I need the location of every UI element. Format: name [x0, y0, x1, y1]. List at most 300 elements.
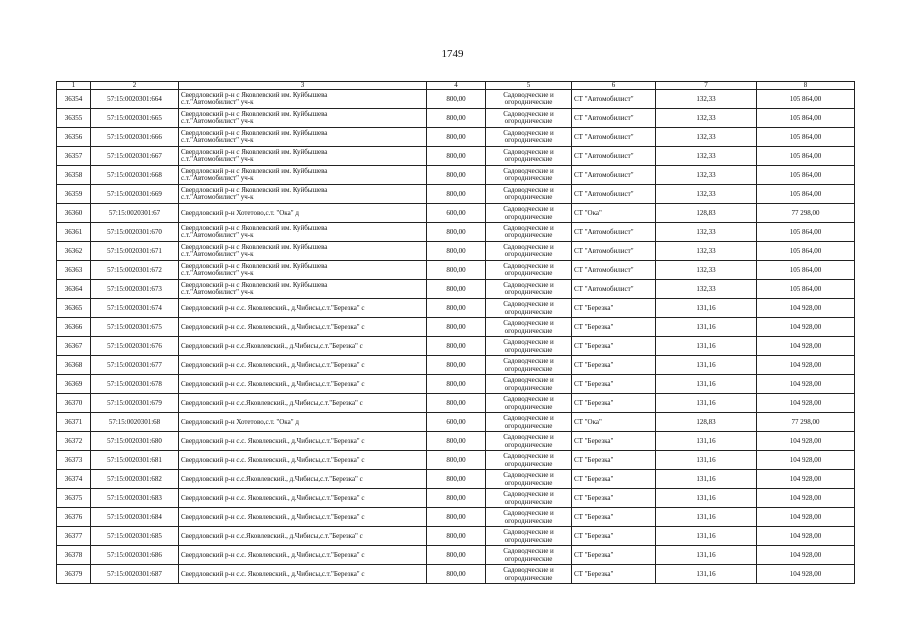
land-use-line-1: Садоводческие и: [503, 547, 554, 556]
area-cell: 800,00: [427, 451, 486, 470]
land-use-line-1: Садоводческие и: [503, 414, 554, 423]
address-line-2: с.т."Автомобилист" уч-к: [181, 117, 254, 126]
land-use-line-2: огороднические: [504, 288, 553, 297]
cadastral-value-cell: 104 928,00: [757, 299, 855, 318]
address-line-1: Свердловский р-н с Яковлевский им. Куйбышева: [181, 129, 328, 137]
table-row: [57, 261, 855, 280]
organization-cell: СТ "Автомобилист": [572, 147, 656, 166]
organization-cell: СТ "Ока": [572, 413, 656, 432]
address-line-1: Свердловский р-н с Яковлевский им. Куйбышева: [181, 224, 328, 232]
cadastral-value-cell: 105 864,00: [757, 280, 855, 299]
unit-value-cell: 131,16: [656, 565, 757, 584]
cadastral-number-cell: 57:15:0020301:669: [91, 185, 179, 204]
land-use-line-2: огороднические: [504, 346, 553, 355]
table-row: [57, 185, 855, 204]
organization-cell: СТ "Автомобилист": [572, 128, 656, 147]
cadastral-value-cell: 104 928,00: [757, 337, 855, 356]
unit-value-cell: 131,16: [656, 508, 757, 527]
table-row: [57, 90, 855, 109]
land-use-line-2: огороднические: [504, 327, 553, 336]
land-use-line-2: огороднические: [504, 365, 553, 374]
address-line-1: Свердловский р-н с Яковлевский им. Куйбышева: [181, 110, 328, 118]
land-use-cell: [486, 185, 572, 204]
address-cell: [179, 375, 427, 394]
area-cell: 800,00: [427, 565, 486, 584]
cadastral-value-cell: 105 864,00: [757, 185, 855, 204]
row-number-cell: 36368: [57, 356, 91, 375]
address-line-1: Свердловский р-н с.с. Яковлевский., д.Чибисы,с.т."Березка" с: [181, 513, 365, 522]
area-cell: 800,00: [427, 337, 486, 356]
table-row: [57, 280, 855, 299]
table-row: [57, 470, 855, 489]
land-use-line-2: огороднические: [504, 574, 553, 583]
address-line-2: с.т."Автомобилист" уч-к: [181, 98, 254, 107]
address-line-1: Свердловский р-н Хотетово,с.т. "Ока" д: [181, 418, 299, 427]
land-use-line-2: огороднические: [504, 155, 553, 164]
row-number-cell: 36373: [57, 451, 91, 470]
cadastral-value-cell: 105 864,00: [757, 128, 855, 147]
cadastral-value-cell: 104 928,00: [757, 527, 855, 546]
area-cell: 800,00: [427, 489, 486, 508]
land-use-line-1: Садоводческие и: [503, 566, 554, 575]
unit-value-cell: 131,16: [656, 432, 757, 451]
cadastral-number-cell: 57:15:0020301:687: [91, 565, 179, 584]
row-number-cell: 36364: [57, 280, 91, 299]
cadastral-value-cell: 105 864,00: [757, 166, 855, 185]
unit-value-cell: 131,16: [656, 318, 757, 337]
cadastral-value-cell: 104 928,00: [757, 565, 855, 584]
land-use-cell: [486, 527, 572, 546]
land-use-line-1: Садоводческие и: [503, 471, 554, 480]
cadastral-number-cell: 57:15:0020301:670: [91, 223, 179, 242]
organization-cell: СТ "Автомобилист": [572, 166, 656, 185]
unit-value-cell: 131,16: [656, 299, 757, 318]
land-use-line-2: огороднические: [504, 536, 553, 545]
land-use-cell: [486, 470, 572, 489]
address-line-1: Свердловский р-н с Яковлевский им. Куйбышева: [181, 186, 328, 194]
land-use-line-1: Садоводческие и: [503, 509, 554, 518]
land-use-cell: [486, 109, 572, 128]
table-row: [57, 413, 855, 432]
row-number-cell: 36378: [57, 546, 91, 565]
unit-value-cell: 131,16: [656, 356, 757, 375]
area-cell: 800,00: [427, 394, 486, 413]
area-cell: 600,00: [427, 204, 486, 223]
row-number-cell: 36367: [57, 337, 91, 356]
address-line-1: Свердловский р-н с Яковлевский им. Куйбышева: [181, 262, 328, 270]
unit-value-cell: 128,83: [656, 204, 757, 223]
address-line-1: Свердловский р-н с Яковлевский им. Куйбышева: [181, 243, 328, 251]
area-cell: 800,00: [427, 280, 486, 299]
land-use-line-1: Садоводческие и: [503, 110, 554, 118]
organization-cell: СТ "Автомобилист": [572, 109, 656, 128]
unit-value-cell: 132,33: [656, 280, 757, 299]
land-use-cell: [486, 204, 572, 223]
land-use-cell: [486, 318, 572, 337]
area-cell: 800,00: [427, 128, 486, 147]
address-cell: [179, 546, 427, 565]
land-use-line-1: Садоводческие и: [503, 281, 554, 289]
address-line-1: Свердловский р-н с.с. Яковлевский., д.Чибисы,с.т."Березка" с: [181, 304, 365, 313]
address-cell: [179, 242, 427, 261]
table-row: [57, 356, 855, 375]
column-header: 4: [427, 82, 486, 90]
address-cell: [179, 223, 427, 242]
land-use-line-2: огороднические: [504, 193, 553, 202]
area-cell: 800,00: [427, 90, 486, 109]
land-use-line-1: Садоводческие и: [503, 319, 554, 328]
organization-cell: СТ "Ока": [572, 204, 656, 223]
cadastral-number-cell: 57:15:0020301:684: [91, 508, 179, 527]
cadastral-value-cell: 104 928,00: [757, 375, 855, 394]
organization-cell: СТ "Березка": [572, 318, 656, 337]
cadastral-number-cell: 57:15:0020301:683: [91, 489, 179, 508]
table-row: [57, 318, 855, 337]
land-use-line-1: Садоводческие и: [503, 490, 554, 499]
table-row: [57, 223, 855, 242]
land-use-cell: [486, 508, 572, 527]
header-row: [57, 82, 855, 90]
land-use-cell: [486, 413, 572, 432]
land-use-line-2: огороднические: [504, 98, 553, 107]
land-use-line-2: огороднические: [504, 403, 553, 412]
organization-cell: СТ "Березка": [572, 432, 656, 451]
land-use-line-1: Садоводческие и: [503, 528, 554, 537]
land-use-cell: [486, 451, 572, 470]
land-use-line-1: Садоводческие и: [503, 91, 554, 99]
table-row: [57, 128, 855, 147]
land-use-cell: [486, 147, 572, 166]
land-use-line-1: Садоводческие и: [503, 148, 554, 156]
land-use-cell: [486, 337, 572, 356]
unit-value-cell: 131,16: [656, 527, 757, 546]
land-use-cell: [486, 489, 572, 508]
land-use-line-2: огороднические: [504, 231, 553, 240]
address-cell: [179, 109, 427, 128]
cadastral-number-cell: 57:15:0020301:686: [91, 546, 179, 565]
organization-cell: СТ "Березка": [572, 546, 656, 565]
land-use-line-2: огороднические: [504, 498, 553, 507]
unit-value-cell: 132,33: [656, 90, 757, 109]
organization-cell: СТ "Березка": [572, 451, 656, 470]
unit-value-cell: 131,16: [656, 337, 757, 356]
land-use-line-2: огороднические: [504, 174, 553, 183]
organization-cell: СТ "Автомобилист": [572, 223, 656, 242]
land-use-line-1: Садоводческие и: [503, 243, 554, 251]
land-use-line-1: Садоводческие и: [503, 186, 554, 194]
address-cell: [179, 318, 427, 337]
area-cell: 800,00: [427, 356, 486, 375]
cadastral-number-cell: 57:15:0020301:685: [91, 527, 179, 546]
area-cell: 800,00: [427, 432, 486, 451]
organization-cell: СТ "Березка": [572, 508, 656, 527]
address-cell: [179, 147, 427, 166]
column-header: 2: [91, 82, 179, 90]
row-number-cell: 36363: [57, 261, 91, 280]
cadastral-value-cell: 77 298,00: [757, 204, 855, 223]
address-cell: [179, 394, 427, 413]
address-cell: [179, 413, 427, 432]
table-row: [57, 109, 855, 128]
cadastral-number-cell: 57:15:0020301:664: [91, 90, 179, 109]
organization-cell: СТ "Автомобилист": [572, 261, 656, 280]
address-cell: [179, 565, 427, 584]
row-number-cell: 36370: [57, 394, 91, 413]
address-cell: [179, 432, 427, 451]
address-line-1: Свердловский р-н с.с.Яковлевский., д.Чибисы,с.т."Березка" с: [181, 399, 363, 408]
unit-value-cell: 128,83: [656, 413, 757, 432]
column-header: 5: [486, 82, 572, 90]
organization-cell: СТ "Березка": [572, 489, 656, 508]
cadastral-value-cell: 105 864,00: [757, 223, 855, 242]
organization-cell: СТ "Автомобилист": [572, 242, 656, 261]
land-use-line-2: огороднические: [504, 422, 553, 431]
area-cell: 800,00: [427, 223, 486, 242]
table-row: [57, 489, 855, 508]
land-use-line-2: огороднические: [504, 308, 553, 317]
cadastral-number-cell: 57:15:0020301:68: [91, 413, 179, 432]
table-row: [57, 508, 855, 527]
unit-value-cell: 131,16: [656, 394, 757, 413]
organization-cell: СТ "Березка": [572, 470, 656, 489]
land-use-line-2: огороднические: [504, 517, 553, 526]
address-line-1: Свердловский р-н Хотетово,с.т. "Ока" д: [181, 209, 299, 218]
cadastral-number-cell: 57:15:0020301:672: [91, 261, 179, 280]
cadastral-number-cell: 57:15:0020301:665: [91, 109, 179, 128]
row-number-cell: 36354: [57, 90, 91, 109]
cadastral-number-cell: 57:15:0020301:666: [91, 128, 179, 147]
table-row: [57, 166, 855, 185]
table-row: [57, 565, 855, 584]
address-cell: [179, 185, 427, 204]
unit-value-cell: 131,16: [656, 470, 757, 489]
land-use-line-1: Садоводческие и: [503, 452, 554, 461]
address-line-2: с.т."Автомобилист" уч-к: [181, 250, 254, 259]
organization-cell: СТ "Автомобилист": [572, 280, 656, 299]
column-header: 7: [656, 82, 757, 90]
address-line-1: Свердловский р-н с.с. Яковлевский., д.Чибисы,с.т."Березка" с: [181, 570, 365, 579]
cadastral-value-cell: 104 928,00: [757, 356, 855, 375]
unit-value-cell: 131,16: [656, 489, 757, 508]
cadastral-value-cell: 105 864,00: [757, 261, 855, 280]
cadastral-number-cell: 57:15:0020301:674: [91, 299, 179, 318]
address-cell: [179, 508, 427, 527]
organization-cell: СТ "Березка": [572, 375, 656, 394]
row-number-cell: 36366: [57, 318, 91, 337]
cadastral-number-cell: 57:15:0020301:676: [91, 337, 179, 356]
address-line-1: Свердловский р-н с Яковлевский им. Куйбышева: [181, 91, 328, 99]
row-number-cell: 36375: [57, 489, 91, 508]
row-number-cell: 36377: [57, 527, 91, 546]
address-line-1: Свердловский р-н с.с. Яковлевский., д.Чибисы,с.т."Березка" с: [181, 494, 365, 503]
unit-value-cell: 132,33: [656, 128, 757, 147]
address-cell: [179, 90, 427, 109]
cadastral-number-cell: 57:15:0020301:668: [91, 166, 179, 185]
cadastral-number-cell: 57:15:0020301:682: [91, 470, 179, 489]
address-line-1: Свердловский р-н с Яковлевский им. Куйбышева: [181, 281, 328, 289]
row-number-cell: 36356: [57, 128, 91, 147]
cadastral-number-cell: 57:15:0020301:671: [91, 242, 179, 261]
cadastral-value-cell: 104 928,00: [757, 489, 855, 508]
land-use-line-2: огороднические: [504, 213, 553, 222]
area-cell: 800,00: [427, 508, 486, 527]
cadastral-number-cell: 57:15:0020301:673: [91, 280, 179, 299]
land-use-cell: [486, 394, 572, 413]
address-line-2: с.т."Автомобилист" уч-к: [181, 155, 254, 164]
cadastral-value-cell: 104 928,00: [757, 470, 855, 489]
address-line-2: с.т."Автомобилист" уч-к: [181, 136, 254, 145]
unit-value-cell: 132,33: [656, 261, 757, 280]
table-row: [57, 337, 855, 356]
cadastral-value-cell: 105 864,00: [757, 147, 855, 166]
table-row: [57, 299, 855, 318]
area-cell: 800,00: [427, 470, 486, 489]
address-line-2: с.т."Автомобилист" уч-к: [181, 288, 254, 297]
organization-cell: СТ "Березка": [572, 299, 656, 318]
unit-value-cell: 132,33: [656, 242, 757, 261]
cadastral-number-cell: 57:15:0020301:680: [91, 432, 179, 451]
area-cell: 800,00: [427, 242, 486, 261]
area-cell: 800,00: [427, 261, 486, 280]
area-cell: 600,00: [427, 413, 486, 432]
cadastral-value-cell: 105 864,00: [757, 242, 855, 261]
table-row: [57, 375, 855, 394]
organization-cell: СТ "Березка": [572, 565, 656, 584]
address-line-1: Свердловский р-н с.с. Яковлевский., д.Чибисы,с.т."Березка" с: [181, 437, 365, 446]
organization-cell: СТ "Березка": [572, 527, 656, 546]
land-use-line-1: Садоводческие и: [503, 224, 554, 232]
cadastral-value-cell: 104 928,00: [757, 318, 855, 337]
cadastral-number-cell: 57:15:0020301:681: [91, 451, 179, 470]
address-line-1: Свердловский р-н с.с. Яковлевский., д.Чибисы,с.т."Березка" с: [181, 456, 365, 465]
address-line-1: Свердловский р-н с.с. Яковлевский., д.Чибисы,с.т."Березка" с: [181, 380, 365, 389]
organization-cell: СТ "Березка": [572, 394, 656, 413]
land-use-line-1: Садоводческие и: [503, 433, 554, 442]
land-use-line-2: огороднические: [504, 384, 553, 393]
address-cell: [179, 489, 427, 508]
land-use-line-2: огороднические: [504, 460, 553, 469]
unit-value-cell: 131,16: [656, 451, 757, 470]
row-number-cell: 36372: [57, 432, 91, 451]
table-row: [57, 432, 855, 451]
row-number-cell: 36361: [57, 223, 91, 242]
land-use-cell: [486, 565, 572, 584]
area-cell: 800,00: [427, 185, 486, 204]
unit-value-cell: 131,16: [656, 546, 757, 565]
row-number-cell: 36376: [57, 508, 91, 527]
organization-cell: СТ "Автомобилист": [572, 90, 656, 109]
land-use-line-2: огороднические: [504, 136, 553, 145]
table-row: [57, 546, 855, 565]
address-line-2: с.т."Автомобилист" уч-к: [181, 174, 254, 183]
row-number-cell: 36379: [57, 565, 91, 584]
address-cell: [179, 451, 427, 470]
address-cell: [179, 261, 427, 280]
cadastral-value-cell: 104 928,00: [757, 546, 855, 565]
address-line-2: с.т."Автомобилист" уч-к: [181, 269, 254, 278]
table-row: [57, 204, 855, 223]
unit-value-cell: 131,16: [656, 375, 757, 394]
land-use-cell: [486, 166, 572, 185]
land-use-line-1: Садоводческие и: [503, 262, 554, 270]
address-cell: [179, 470, 427, 489]
land-use-cell: [486, 242, 572, 261]
row-number-cell: 36371: [57, 413, 91, 432]
area-cell: 800,00: [427, 375, 486, 394]
area-cell: 800,00: [427, 109, 486, 128]
table-row: [57, 451, 855, 470]
area-cell: 800,00: [427, 147, 486, 166]
land-use-line-1: Садоводческие и: [503, 376, 554, 385]
organization-cell: СТ "Автомобилист": [572, 185, 656, 204]
land-use-cell: [486, 90, 572, 109]
land-use-cell: [486, 546, 572, 565]
cadastral-value-cell: 104 928,00: [757, 451, 855, 470]
land-use-cell: [486, 128, 572, 147]
row-number-cell: 36355: [57, 109, 91, 128]
table-row: [57, 242, 855, 261]
cadastral-number-cell: 57:15:0020301:675: [91, 318, 179, 337]
table-row: [57, 394, 855, 413]
cadastral-value-cell: 104 928,00: [757, 432, 855, 451]
address-line-2: с.т."Автомобилист" уч-к: [181, 193, 254, 202]
land-use-cell: [486, 261, 572, 280]
cadastral-number-cell: 57:15:0020301:679: [91, 394, 179, 413]
row-number-cell: 36360: [57, 204, 91, 223]
page-number: 1749: [441, 48, 464, 60]
land-use-line-1: Садоводческие и: [503, 300, 554, 309]
column-header: 6: [572, 82, 656, 90]
land-use-line-2: огороднические: [504, 555, 553, 564]
land-use-cell: [486, 432, 572, 451]
address-cell: [179, 128, 427, 147]
cadastral-value-cell: 104 928,00: [757, 508, 855, 527]
address-line-2: с.т."Автомобилист" уч-к: [181, 231, 254, 240]
address-cell: [179, 337, 427, 356]
area-cell: 800,00: [427, 527, 486, 546]
unit-value-cell: 132,33: [656, 109, 757, 128]
land-use-cell: [486, 280, 572, 299]
organization-cell: СТ "Березка": [572, 337, 656, 356]
address-line-1: Свердловский р-н с.с.Яковлевский., д.Чибисы,с.т."Березка" с: [181, 475, 363, 484]
address-cell: [179, 280, 427, 299]
area-cell: 800,00: [427, 546, 486, 565]
address-line-1: Свердловский р-н с Яковлевский им. Куйбышева: [181, 148, 328, 156]
land-use-cell: [486, 356, 572, 375]
land-use-line-2: огороднические: [504, 250, 553, 259]
land-use-line-2: огороднические: [504, 479, 553, 488]
address-cell: [179, 527, 427, 546]
land-use-line-1: Садоводческие и: [503, 205, 554, 214]
organization-cell: СТ "Березка": [572, 356, 656, 375]
cadastral-number-cell: 57:15:0020301:67: [91, 204, 179, 223]
address-line-1: Свердловский р-н с Яковлевский им. Куйбышева: [181, 167, 328, 175]
cadastral-value-cell: 77 298,00: [757, 413, 855, 432]
column-header: 3: [179, 82, 427, 90]
area-cell: 800,00: [427, 166, 486, 185]
cadastral-number-cell: 57:15:0020301:678: [91, 375, 179, 394]
column-header: 8: [757, 82, 855, 90]
address-cell: [179, 299, 427, 318]
unit-value-cell: 132,33: [656, 166, 757, 185]
cadastral-value-cell: 105 864,00: [757, 90, 855, 109]
land-use-line-1: Садоводческие и: [503, 167, 554, 175]
column-header: 1: [57, 82, 91, 90]
table-row: [57, 527, 855, 546]
table-body: [57, 90, 855, 584]
land-use-line-2: огороднические: [504, 441, 553, 450]
address-line-1: Свердловский р-н с.с. Яковлевский., д.Чибисы,с.т."Березка" с: [181, 551, 365, 560]
